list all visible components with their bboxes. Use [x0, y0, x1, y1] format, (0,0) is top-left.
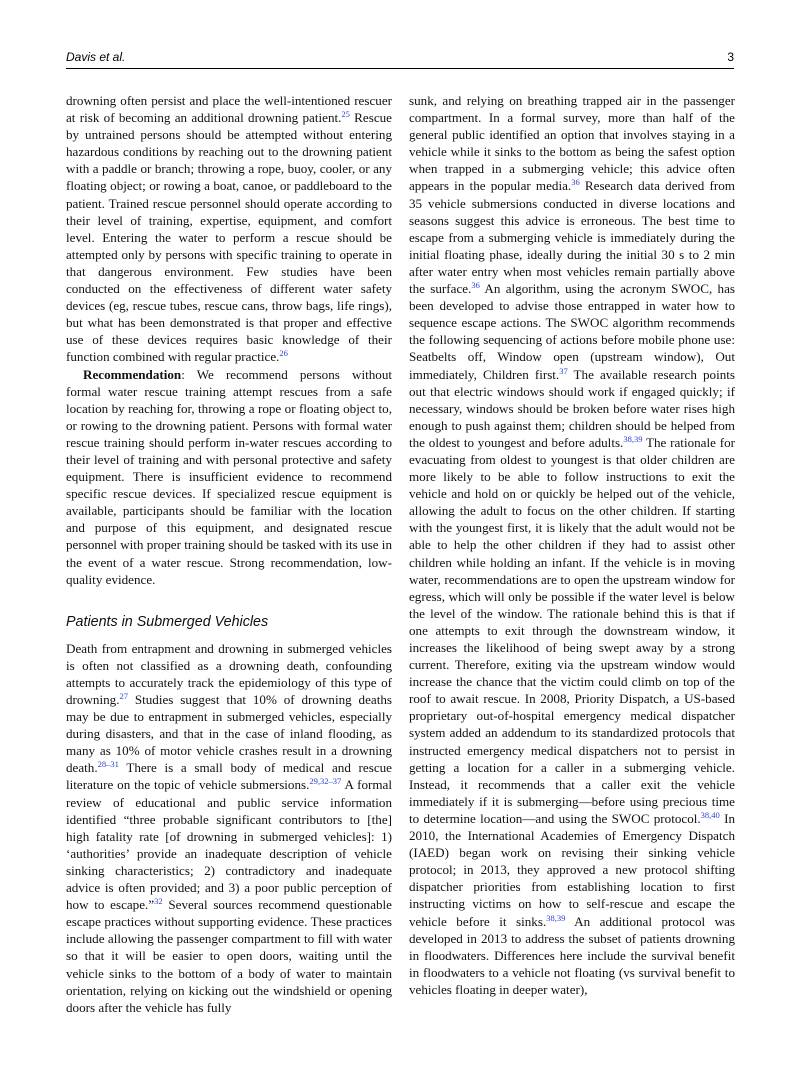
recommendation-label: Recommendation [83, 366, 182, 382]
citation-link[interactable]: 36 [471, 280, 480, 291]
text-run: Death from entrapment and drowning in submerged vehicles is often not classified as a drowning death, confounding attempts to accurately track the epidemiology of this type of drowning. [66, 640, 392, 707]
citation-link[interactable]: 38,40 [700, 809, 720, 820]
citation-link[interactable]: 29,32–37 [309, 776, 342, 787]
citation-link[interactable]: 37 [559, 365, 568, 376]
paragraph [66, 92, 392, 366]
text-run: Research data derived from 35 vehicle submersions conducted in diverse locations and seasons suggest this advice is erroneous. The best time to escape from a submerging vehicle is immediately during the initial floating phase, ideally during the initial 30 s to 2 min after water entry when most vehicles remain partially above the surface. [409, 178, 735, 297]
citation-link[interactable]: 27 [119, 691, 128, 701]
text-run: In 2010, the International Academies of Emergency Dispatch (IAED) began work on revising their sinking vehicle protocol; in 2013, they approved a new protocol shifting dispatcher priorities from establishing location to first instructing victims on how to self-rescue and escape the vehicle before it sinks. [409, 810, 735, 929]
citation-link[interactable]: 38,39 [546, 912, 566, 923]
text-run: Several sources recommend questionable escape practices without supporting evidence. These practices include allowing the passenger compartment to fill with water so that it will be easier to open doors, waiting until the vehicle sinks to the bottom of a body of water to maintain orientation, relying on kicking out the windshield or opening doors after the vehicle has fully [66, 897, 392, 1015]
text-run: The rationale for evacuating from oldest to youngest is that older children are more likely to be able to follow instructions to exit the vehicle and hold on or quickly be helped out of the vehicle, allowing the adult to focus on the other children. If starting with the youngest first, it is likely that the adult would not be able to help the other children if they had to assist other children while holding an infant. If the vehicle is in moving water, recommendations are to open the upstream window for egress, which will only be possible if the water level is below the level of the window. The rationale behind this is that if one attempts to exit through the downstream window, it increases the likelihood of being swept away by a strong current. Therefore, exiting via the upstream window would increase the chance that the victim could climb on top of the roof to await rescue. In 2008, Priority Dispatch, a US-based proprietary out-of-hospital emergency medical dispatcher system added an addendum to its standardized protocols that instructed emergency medical dispatchers not to persist in getting a location for a caller in a submerging vehicle. Instead, it recommends that a caller exit the vehicle immediately if it is submerging—before using precious time to determine location—and using the SWOC protocol. [409, 434, 735, 826]
citation-link[interactable]: 26 [279, 348, 288, 359]
text-run: Studies suggest that 10% of drowning deaths may be due to entrapment in submerged vehicles, especially during disasters, and that in the case of inland flooding, as many as 10% of motor vehicle crashes result in a drowning death. [66, 692, 392, 776]
right-column [409, 92, 735, 998]
running-header-authors: Davis et al. [66, 50, 126, 64]
section-heading: Patients in Submerged Vehicles [66, 613, 269, 630]
text-run: sunk, and relying on breathing trapped air in the passenger compartment. In a formal survey, more than half of the general public identified an option that involves staying in a vehicle while it sinks to the bottom as being the safest option when trapped in a submerging vehicle; this advice often appears in the popular media. [409, 93, 735, 194]
text-run: A formal review of educational and public service information identified “three probable significant contributors to [the] high fatality rate [of drowning in submerged vehicles]: 1) ‘authorities’ provide an inadequate description of vehicle sinking characteristics; 2) contradictory and inadequate advice is often provided; and 3) a poor public perception of how to escape.” [66, 777, 392, 913]
text-run: An algorithm, using the acronym SWOC, has been developed to advise those entrapped in water how to sequence escape actions. The SWOC algorithm recommends the following sequencing of actions before mobile phone use: Seatbelts off, Window open (upstream window), Out immediately, Children first. [409, 281, 736, 382]
citation-link[interactable]: 28–31 [97, 759, 119, 770]
text-run: The available research points out that electric windows should work if engaged quickly; if necessary, windows should be broken before water rises high enough to push against them; children should be helped from the oldest to youngest and before adults. [409, 366, 736, 450]
paragraph [66, 640, 392, 1016]
citation-link[interactable]: 38,39 [623, 433, 643, 444]
text-run: : We recommend persons without formal water rescue training attempt rescues from a safe location by reaching for, throwing a rope or floating object to, or rowing to the drowning patient. Persons with formal water rescue training should perform in-water rescues according to their level of training and with personal protective and safety equipment. There is insufficient evidence to recommend specific rescue devices. If specialized rescue equipment is available, participants should be familiar with the location and purpose of this equipment, and designated rescue personnel with proper training should be tasked with its use in the event of a water rescue. Strong recommendation, low-quality evidence. [66, 366, 392, 587]
citation-link[interactable]: 36 [571, 177, 580, 188]
text-run: drowning often persist and place the well-intentioned rescuer at risk of becoming an additional drowning patient. [66, 93, 392, 126]
running-header [66, 50, 734, 69]
citation-link[interactable]: 25 [341, 109, 350, 120]
recommendation-paragraph [66, 366, 392, 588]
text-run: An additional protocol was developed in 2013 to address the subset of patients drowning in floodwaters. Differences here include the survival benefit in floodwaters to a vehicle not floating (vs survival benefit to vehicles floating in deeper water), [409, 913, 735, 997]
left-column [66, 92, 392, 1016]
citation-link[interactable]: 32 [154, 896, 163, 907]
text-run: There is a small body of medical and rescue literature on the topic of vehicle submersions. [66, 760, 392, 793]
paragraph [409, 92, 735, 998]
page-number: 3 [727, 50, 734, 64]
text-run: Rescue by untrained persons should be attempted without entering hazardous conditions by reaching out to the drowning patient with a paddle or branch; throwing a rope, buoy, cooler, or any floating object; or rowing a boat, canoe, or paddleboard to the patient. Trained rescue personnel should operate according to their level of training, expertise, equipment, and comfort level. Entering the water to perform a rescue should be attempted only by persons with specific training to operate in that dangerous environment. Few studies have been conducted on the effectiveness of different water safety devices (eg, rescue tubes, rescue cans, throw bags, life rings), but what has been demonstrated is that proper and effective use of these devices requires basic knowledge of their function combined with regular practice. [66, 110, 392, 365]
